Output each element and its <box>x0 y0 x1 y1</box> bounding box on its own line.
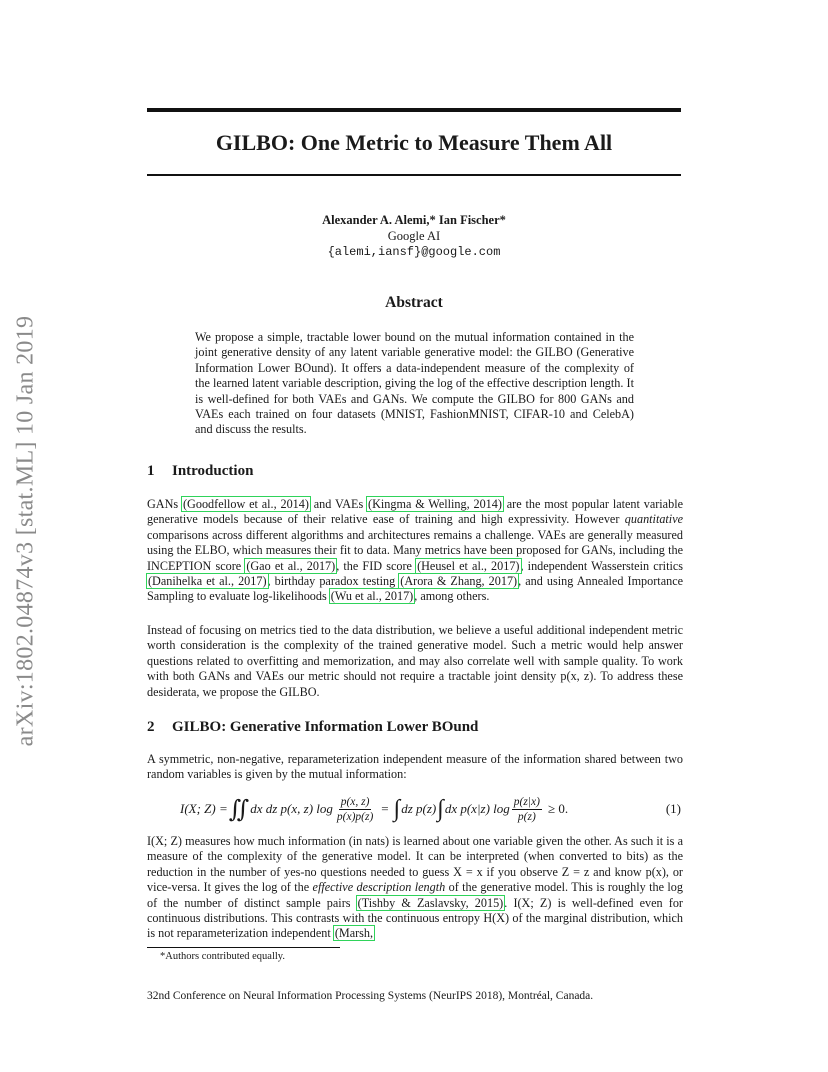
section-heading-introduction: 1 Introduction <box>147 463 254 479</box>
integral-sign: ∫ <box>393 795 401 822</box>
footnote: *Authors contributed equally. <box>160 951 286 962</box>
title-top-rule <box>147 108 681 112</box>
integral-sign: ∬ <box>228 796 250 823</box>
fraction: $\frac{p(z|x)}{p(z)}$ <box>513 795 540 823</box>
title-bottom-rule <box>147 174 681 176</box>
author-affiliation: Google AI <box>387 229 441 243</box>
paper-title: GILBO: One Metric to Measure Them All <box>215 130 613 155</box>
citation-link[interactable]: (Heusel et al., 2017) <box>417 558 520 573</box>
arxiv-sidebar-stamp <box>6 286 46 776</box>
abstract-heading: Abstract <box>385 294 443 311</box>
author-block <box>147 212 681 260</box>
intro-paragraph-2: Instead of focusing on metrics tied to the data distribution, we believe a useful additional independent metric worth consideration is the complexity of the trained generative model. Such a metric would help answer questions related to overfitting and memorization, and may also correlate well with sample quality. To work with both GANs and VAEs our metric should not require a tractable joint density p(x, z). To address these desiderata, we propose the GILBO. <box>147 623 683 699</box>
citation-link[interactable]: (Danihelka et al., 2017) <box>148 574 267 589</box>
conference-note: 32nd Conference on Neural Information Processing Systems (NeurIPS 2018), Montréal, Canada. <box>147 990 594 1002</box>
citation-link[interactable]: (Wu et al., 2017) <box>330 589 414 604</box>
footnote-rule <box>147 947 340 948</box>
integral-sign: ∫ <box>437 795 444 822</box>
citation-link[interactable]: (Gao et al., 2017) <box>246 558 336 573</box>
citation-link[interactable]: (Marsh, <box>334 926 374 941</box>
author-names: Alexander A. Alemi,* Ian Fischer* <box>322 213 506 227</box>
citation-link[interactable]: (Arora & Zhang, 2017) <box>400 574 518 589</box>
equation-number: (1) <box>665 801 681 816</box>
gilbo-paragraph-2: I(X; Z) measures how much information (in nats) is learned about one variable given the other. As such it is a measure of the complexity of the generative model. It can be interpreted (when converted to bits) as the reduction in the number of yes-no questions needed to guess X = x if you observe Z = z and know p(x), or vice-versa. It gives the log of the effective description length of the generative model. This is roughly the log of the number of distinct sample pairs (Tishby & Zaslavsky, 2015). I(X; Z) is well-defined even for continuous distributions. This contrasts with the continuous entropy H(X) of the marginal distribution, which is not reparameterization independent (Marsh, <box>147 834 683 941</box>
fraction: $\frac{p(x, z)}{p(x)p(z)}$ <box>336 795 374 823</box>
gilbo-paragraph-1: A symmetric, non-negative, reparameterization independent measure of the information shared between two random variables is given by the mutual information: <box>147 752 683 782</box>
abstract-text: We propose a simple, tractable lower bound on the mutual information contained in the joint generative density of any latent variable generative model: the GILBO (Generative Information Lower BOund). It offers a data-independent measure of the complexity of the learned latent variable description, giving the log of the effective description length. It is well-defined for both VAEs and GANs. We compute the GILBO for 800 GANs and VAEs each trained on four datasets (MNIST, FashionMNIST, CIFAR-10 and CelebA) and discuss the results. <box>195 330 634 437</box>
author-email: {alemi,iansf}@google.com <box>327 245 501 259</box>
equation-1: I(X; Z) = ∬ dx dz p(x, z) log $\frac{p(x, z)}{p(x)p(z)}$ = ∫ dz p(z) ∫ dx p(x|z) log $\frac{p(z|x)}{p(z)}$ ≥ 0. (1) <box>180 795 681 823</box>
citation-link[interactable]: (Goodfellow et al., 2014) <box>183 497 309 511</box>
citation-link[interactable]: (Tishby & Zaslavsky, 2015) <box>357 895 504 910</box>
section-heading-gilbo: 2 GILBO: Generative Information Lower BOund <box>147 719 479 735</box>
arxiv-id: arXiv:1802.04874v3 [stat.ML] 10 Jan 2019 <box>12 315 39 747</box>
abstract-body <box>195 330 634 438</box>
intro-paragraph-1: GANs (Goodfellow et al., 2014) and VAEs (Kingma & Welling, 2014) are the most popular latent variable generative models because of their relative ease of training and high expressivity. However quantitative comparisons across different algorithms and architectures remains a challenge. VAEs are generally measured using the ELBO, which measures their fit to data. Many metrics have been proposed for GANs, including the INCEPTION score (Gao et al., 2017), the FID score (Heusel et al., 2017), independent Wasserstein critics (Danihelka et al., 2017), birthday paradox testing (Arora & Zhang, 2017), and using Annealed Importance Sampling to evaluate log-likelihoods (Wu et al., 2017), among others. <box>147 497 684 604</box>
citation-link[interactable]: (Kingma & Welling, 2014) <box>368 497 502 511</box>
